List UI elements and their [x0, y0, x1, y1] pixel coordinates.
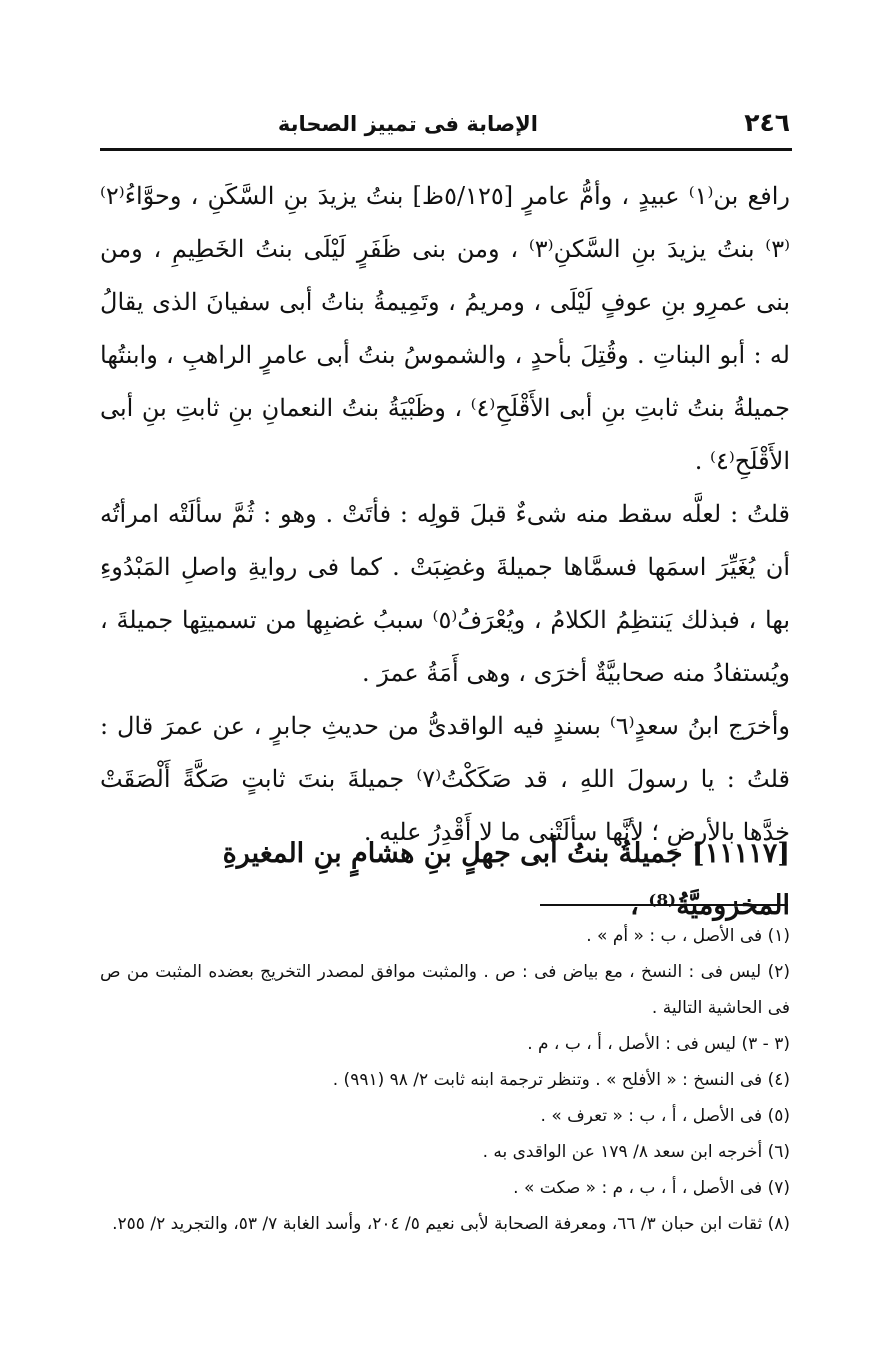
- footnote-2: (٢) ليس فى : النسخ ، مع بياض فى : ص . والمثبت موافق لمصدر التخريج بعضده المثبت من ص فى الحاشية التالية .: [100, 962, 790, 1018]
- footnote-6: (٦) أخرجه ابن سعد ٨/ ١٧٩ عن الواقدى به .: [482, 1142, 790, 1162]
- footnote-divider: [540, 904, 788, 906]
- footnote-3: (٣ - ٣) ليس فى : الأصل ، أ ، ب ، م .: [527, 1034, 790, 1054]
- paragraph-narration: رافع بن⁽١⁾ عبيدٍ ، وأمُّ عامرٍ [٥/١٢٥ظ] بنتُ يزيدَ بنِ السَّكَنِ ، وحوَّاءُ⁽٢⁾ ⁽٣⁾ بنتُ يزيدَ بنِ السَّكنِ⁽٣⁾ ، ومن بنى ظَفَرٍ لَيْلَى بنتُ الخَطِيمِ ، ومن بنى عمرِو بنِ عوفٍ لَيْلَى ، ومريمُ ، وتَمِيمةُ بناتُ أبى سفيانَ الذى يقالُ له : أبو البناتِ . وقُتِلَ بأحدٍ ، والشموسُ بنتُ أبى عامرٍ الراهبِ ، وابنتُها جميلةُ بنتُ ثابتِ بنِ أبى الأَقْلَحِ⁽٤⁾ ، وظَبْيَةُ بنتُ النعمانِ بنِ ثابتِ بنِ أبى الأَقْلَحِ⁽٤⁾ .: [100, 182, 790, 475]
- paragraph-hadith: وأخرَج ابنُ سعدٍ⁽٦⁾ بسندٍ فيه الواقدىُّ من حديثِ جابرٍ ، عن عمرَ قال : قلتُ : يا رسولَ اللهِ ، قد صَكَكْتُ⁽٧⁾ جميلةَ بنتَ ثابتٍ صَكَّةً أَلْصَقَتْ خدَّها بالأرضِ ؛ لأنَّها سألَتْنى ما لا أَقْدِرُ عليه .: [100, 712, 790, 846]
- footnote-7: (٧) فى الأصل ، أ ، ب ، م : « صكت » .: [513, 1178, 790, 1198]
- footnote-8: (٨) ثقات ابن حبان ٣/ ٦٦، ومعرفة الصحابة لأبى نعيم ٥/ ٢٠٤، وأسد الغابة ٧/ ٥٣، والتجريد ٢/ ٢٥٥.: [112, 1214, 790, 1234]
- paragraph-commentary: قلتُ : لعلَّه سقط منه شىءٌ قبلَ قولِه : فأتَتْ . وهو : ثُمَّ سألَتْه امرأتُه أن يُغَيِّرَ اسمَها فسمَّاها جميلةَ وغضِبَتْ . كما فى روايةِ واصلِ المَبْدُوءِ بها ، فبذلك يَنتظِمُ الكلامُ ، ويُعْرَفُ⁽٥⁾ سببُ غضبِها من تسميتِها جميلةَ ، ويُستفادُ منه صحابيَّةٌ أخرَى ، وهى أَمَةُ عمرَ .: [100, 500, 790, 687]
- main-text: [100, 170, 790, 859]
- footnote-4: (٤) فى النسخ : « الأفلح » . وتنظر ترجمة ابنه ثابت ٢/ ٩٨ (٩٩١) .: [332, 1070, 790, 1090]
- running-title: الإصابة فى تمييز الصحابة: [277, 112, 538, 136]
- entry-heading: [١١١١٧] جميلةُ بنتُ أبى جهلٍ بنِ هشامٍ بنِ المغيرةِ المخزوميَّةُ⁽⁸⁾ ،: [222, 838, 790, 921]
- header-divider: [100, 148, 792, 151]
- footnotes-list: [100, 918, 790, 1242]
- footnote-5: (٥) فى الأصل ، أ ، ب : « تعرف » .: [540, 1106, 790, 1126]
- page-number: ٢٤٦: [744, 108, 790, 137]
- page-header: [100, 108, 790, 142]
- footnote-1: (١) فى الأصل ، ب : « أم » .: [586, 926, 790, 946]
